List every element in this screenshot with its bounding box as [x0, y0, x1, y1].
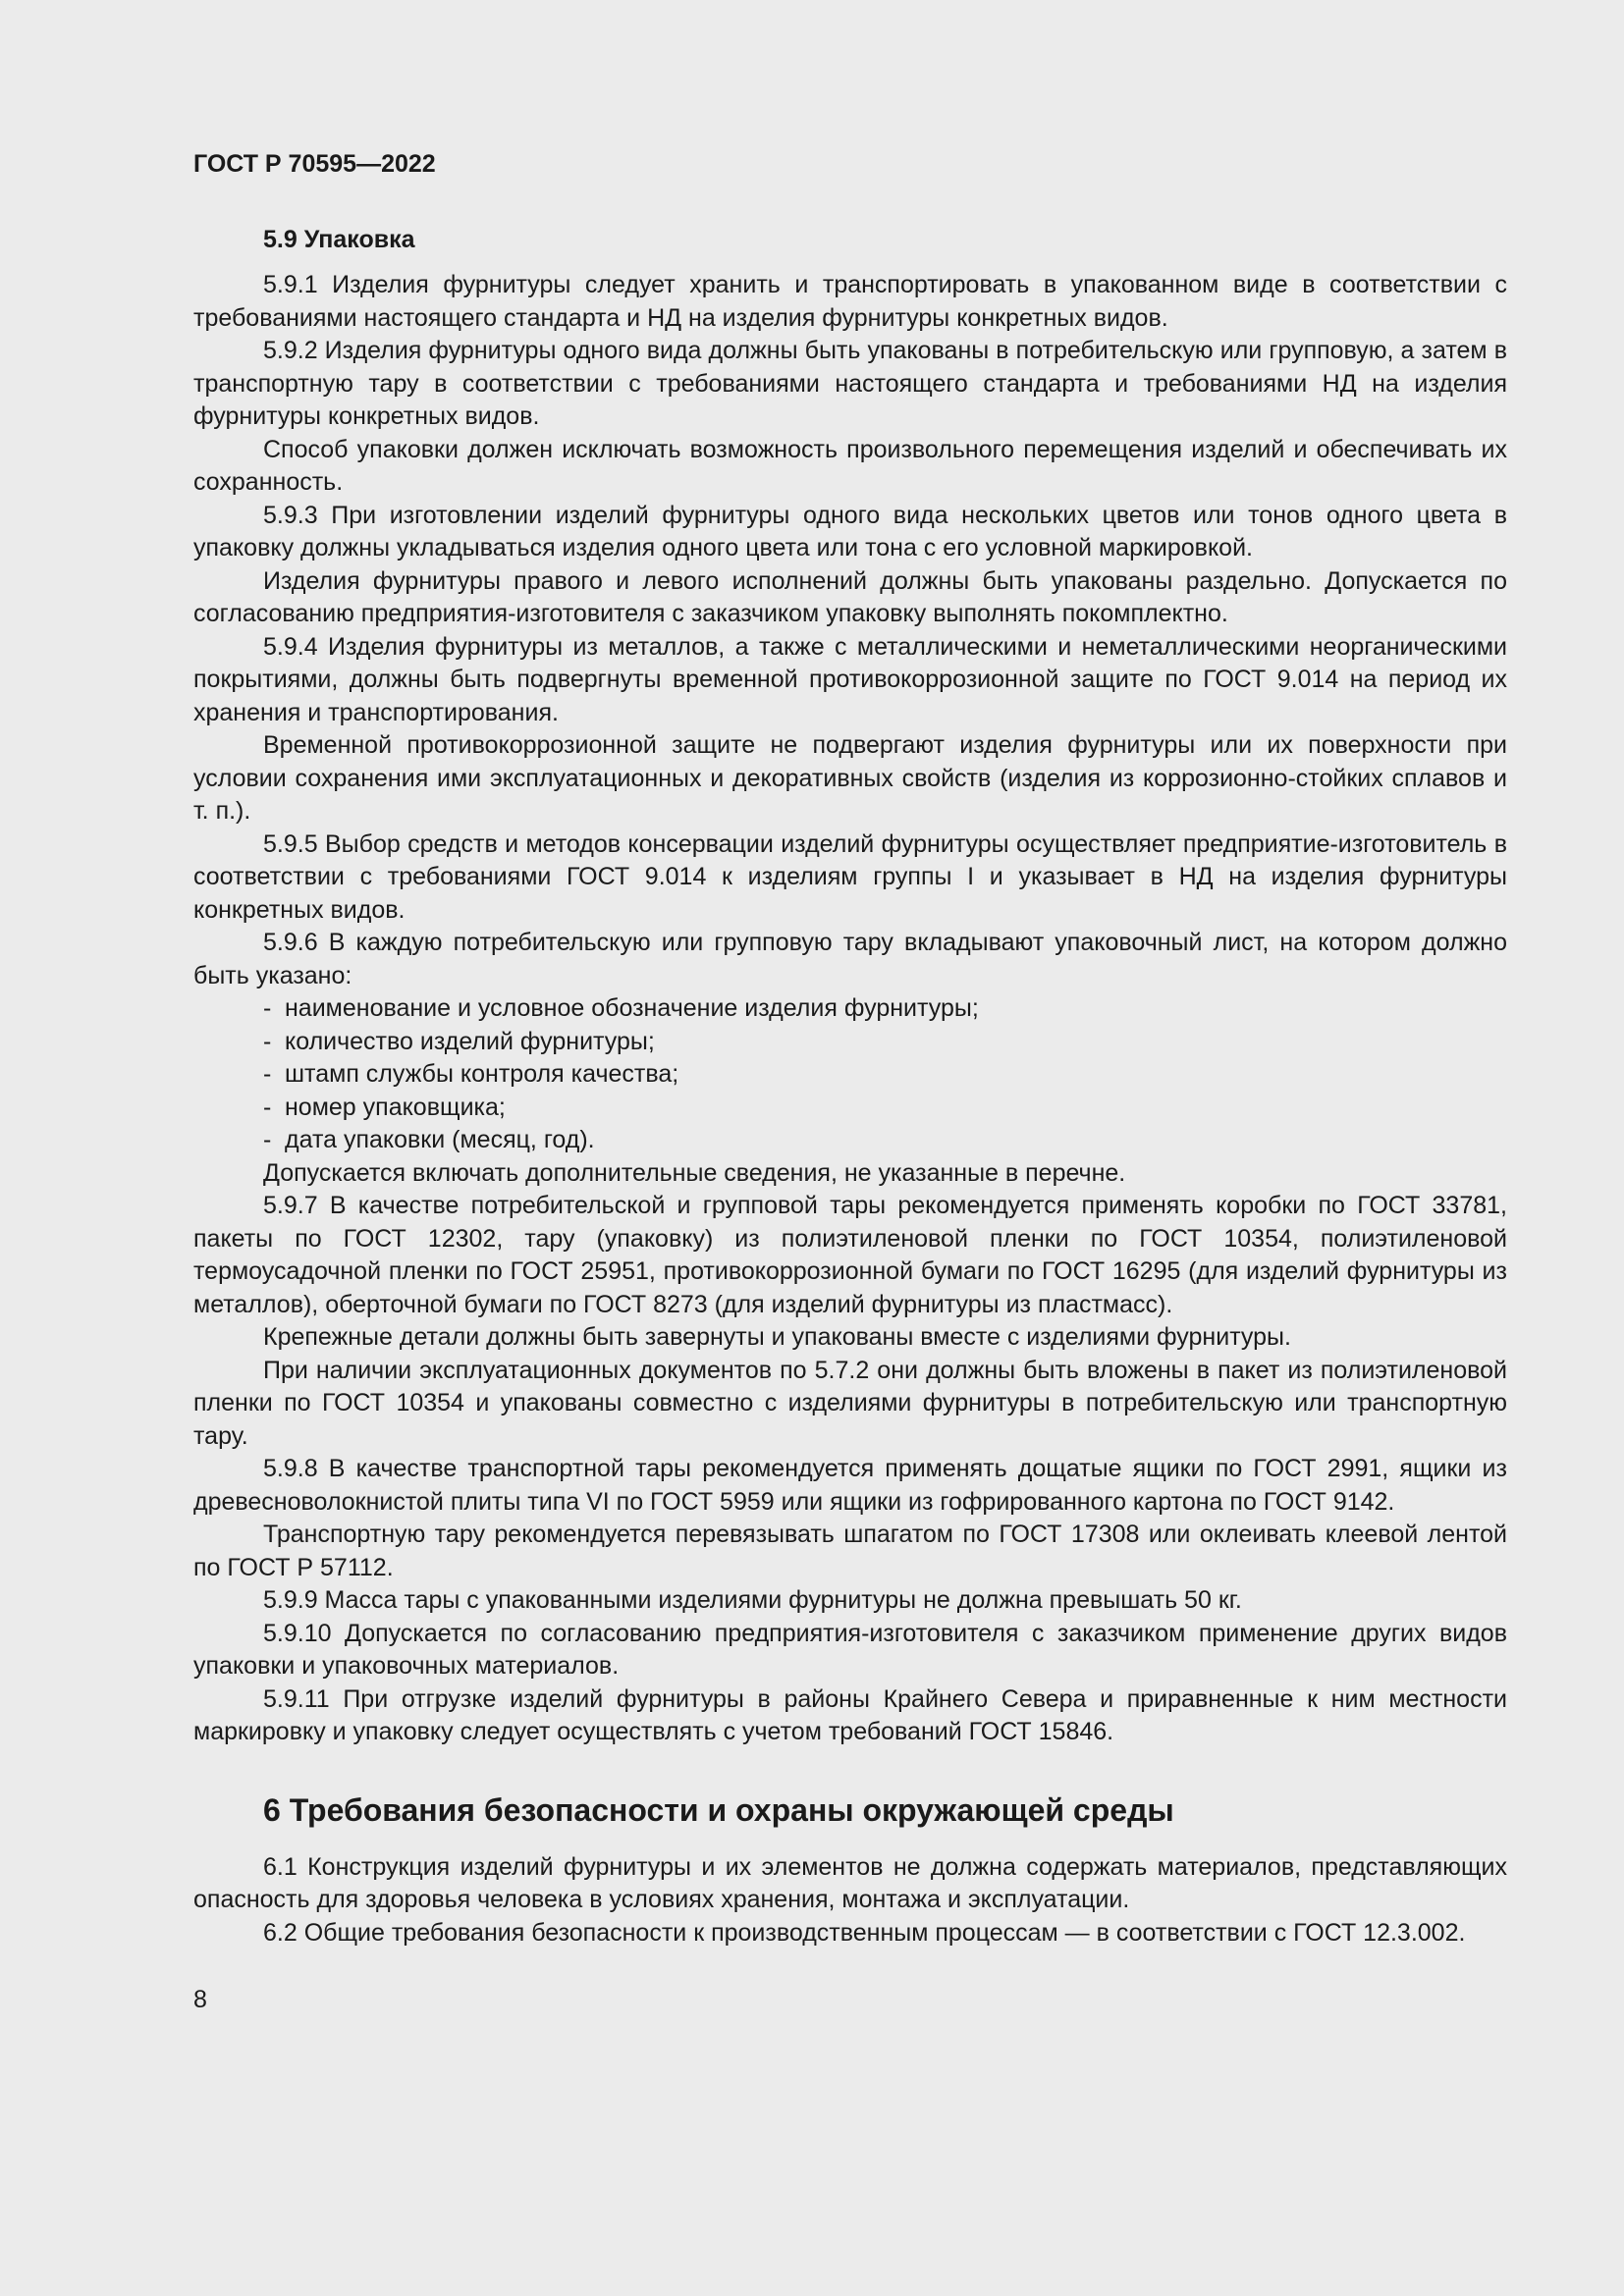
document-page	[193, 147, 1507, 2016]
paragraph: 5.9.2 Изделия фурнитуры одного вида должны быть упакованы в потребительскую или групповую, а затем в транспортную тару в соответствии с требованиями настоящего стандарта и требованиями НД на изделия фурнитуры конкретных видов.	[193, 337, 1507, 430]
section-6-title: 6 Требования безопасности и охраны окружающей среды	[263, 1791, 1174, 1828]
paragraph: Изделия фурнитуры правого и левого исполнений должны быть упакованы раздельно. Допускается по согласованию предприятия-изготовителя с заказчиком упаковку выполнять покомплектно.	[193, 566, 1507, 627]
paragraph: 5.9.8 В качестве транспортной тары рекомендуется применять дощатые ящики по ГОСТ 2991, ящики из древесноволокнистой плиты типа VI по ГОСТ 5959 или ящики из гофрированного картона по ГОСТ 9142.	[193, 1455, 1507, 1516]
paragraph: Транспортную тару рекомендуется перевязывать шпагатом по ГОСТ 17308 или оклеивать клеевой лентой по ГОСТ Р 57112.	[193, 1521, 1507, 1581]
list-item	[193, 1026, 1507, 1059]
paragraph: 5.9.1 Изделия фурнитуры следует хранить и транспортировать в упакованном виде в соответствии с требованиями настоящего стандарта и НД на изделия фурнитуры конкретных видов.	[193, 271, 1507, 332]
list-item-text: штамп службы контроля качества;	[285, 1060, 679, 1088]
list-dash: -	[263, 1093, 272, 1121]
paragraph: Способ упаковки должен исключать возможность произвольного перемещения изделий и обеспечивать их сохранность.	[193, 435, 1507, 496]
paragraph: 5.9.3 При изготовлении изделий фурнитуры одного вида нескольких цветов или тонов одного цвета в упаковку должны укладываться изделия одного цвета или тона с его условной маркировкой.	[193, 501, 1507, 561]
paragraph: 6.1 Конструкция изделий фурнитуры и их элементов не должна содержать материалов, представляющих опасность для здоровья человека в условиях хранения, монтажа и эксплуатации.	[193, 1852, 1507, 1913]
paragraph: 5.9.9 Масса тары с упакованными изделиями фурнитуры не должна превышать 50 кг.	[263, 1586, 1242, 1614]
list-item-text: дата упаковки (месяц, год).	[285, 1126, 595, 1153]
document-code: ГОСТ Р 70595—2022	[193, 150, 436, 178]
paragraph: 5.9.10 Допускается по согласованию предприятия-изготовителя с заказчиком применение других видов упаковки и упаковочных материалов.	[193, 1619, 1507, 1680]
paragraph: 5.9.5 Выбор средств и методов консервации изделий фурнитуры осуществляет предприятие-изготовитель в соответствии с требованиями ГОСТ 9.014 к изделиям группы I и указывает в НД на изделия фурнитуры конкретных видов.	[193, 829, 1507, 924]
section-5-9-body	[193, 269, 1507, 1749]
paragraph: 5.9.6 В каждую потребительскую или групповую тару вкладывают упаковочный лист, на котором должно быть указано:	[193, 929, 1507, 989]
list-item-text: количество изделий фурнитуры;	[285, 1027, 655, 1055]
paragraph: Допускается включать дополнительные сведения, не указанные в перечне.	[263, 1158, 1126, 1187]
paragraph: 5.9.4 Изделия фурнитуры из металлов, а также с металлическими и неметаллическими неорганическими покрытиями, должны быть подвергнуты временной противокоррозионной защите по ГОСТ 9.014 на период их хранения и транспортирования.	[193, 632, 1507, 726]
list-item	[193, 1124, 1507, 1157]
paragraph: 5.9.7 В качестве потребительской и групповой тары рекомендуется применять коробки по ГОСТ 33781, пакеты по ГОСТ 12302, тару (упаковку) из полиэтиленовой пленки по ГОСТ 10354, полиэтиленовой термоусадочной пленки по ГОСТ 25951, противокоррозионной бумаги по ГОСТ 16295 (для изделий фурнитуры из металлов), оберточной бумаги по ГОСТ 8273 (для изделий фурнитуры из пластмасс).	[193, 1192, 1507, 1318]
paragraph: 6.2 Общие требования безопасности к производственным процессам — в соответствии с ГОСТ 12.3.002.	[263, 1918, 1466, 1947]
list-item-text: номер упаковщика;	[285, 1093, 506, 1121]
list-item	[193, 1092, 1507, 1125]
list-dash: -	[263, 1027, 272, 1055]
paragraph: Временной противокоррозионной защите не подвергают изделия фурнитуры или их поверхности при условии сохранения ими эксплуатационных и декоративных свойств (изделия из коррозионно-стойких сплавов и т. п.).	[193, 731, 1507, 825]
paragraph: 5.9.11 При отгрузке изделий фурнитуры в районы Крайнего Севера и приравненные к ним местности маркировку и упаковку следует осуществлять с учетом требований ГОСТ 15846.	[193, 1684, 1507, 1745]
page-number: 8	[193, 1986, 207, 2013]
list-dash: -	[263, 1060, 272, 1088]
paragraph: При наличии эксплуатационных документов по 5.7.2 они должны быть вложены в пакет из полиэтиленовой пленки по ГОСТ 10354 и упакованы совместно с изделиями фурнитуры в потребительскую или транспортную тару.	[193, 1356, 1507, 1450]
list-item	[193, 992, 1507, 1026]
section-6-body	[193, 1851, 1507, 1950]
list-dash: -	[263, 1126, 272, 1153]
section-5-9-heading: 5.9 Упаковка	[263, 226, 415, 253]
paragraph: Крепежные детали должны быть завернуты и упакованы вместе с изделиями фурнитуры.	[263, 1323, 1291, 1351]
list-item	[193, 1058, 1507, 1092]
list-dash: -	[263, 994, 272, 1022]
list-item-text: наименование и условное обозначение изделия фурнитуры;	[285, 994, 979, 1022]
